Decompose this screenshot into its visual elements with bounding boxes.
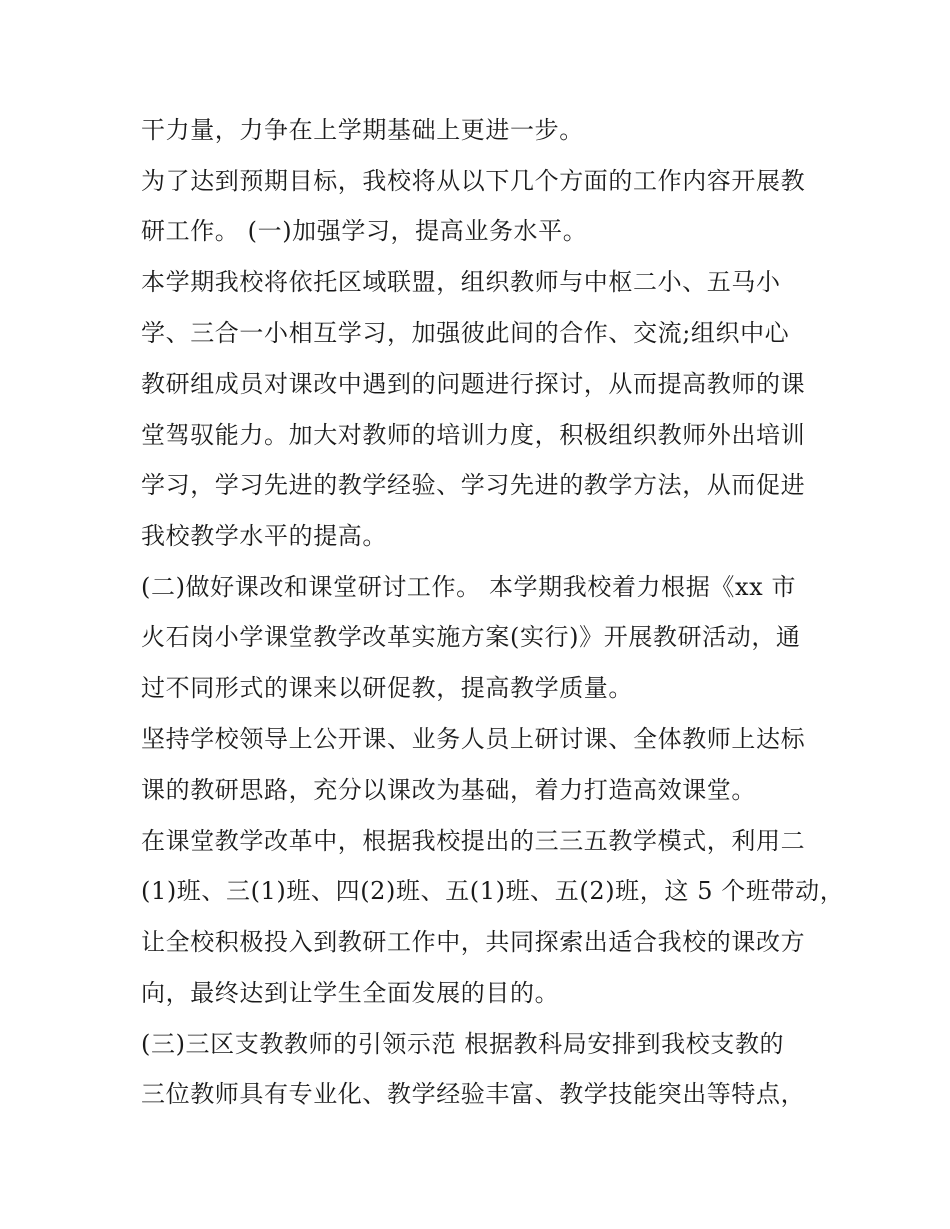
text-line: 我校教学水平的提高。 [141, 522, 387, 550]
text-line: 坚持学校领导上公开课、业务人员上研讨课、全体教师上达标 [141, 725, 806, 753]
text-line: (二)做好课改和课堂研讨工作。 本学期我校着力根据《xx 市 [141, 573, 797, 601]
text-line: 课的教研思路，充分以课改为基础，着力打造高效课堂。 [141, 776, 756, 804]
text-line: 学、三合一小相互学习，加强彼此间的合作、交流;组织中心 [141, 319, 790, 347]
text-line: 过不同形式的课来以研促教，提高教学质量。 [141, 674, 633, 702]
text-line: 研工作。 (一)加强学习，提高业务水平。 [141, 217, 588, 245]
text-line: (三)三区支教教师的引领示范 根据教科局安排到我校支教的 [141, 1030, 785, 1058]
text-line: 向，最终达到让学生全面发展的目的。 [141, 979, 560, 1007]
text-line: 本学期我校将依托区域联盟，组织教师与中枢二小、五马小 [141, 268, 781, 296]
text-line: 火石岗小学课堂教学改革实施方案(实行)》开展教研活动，通 [141, 623, 801, 651]
text-line: 为了达到预期目标，我校将从以下几个方面的工作内容开展教 [141, 167, 806, 195]
text-line: 三位教师具有专业化、教学经验丰富、教学技能突出等特点， [141, 1080, 806, 1108]
text-line: 让全校积极投入到教研工作中，共同探索出适合我校的课改方 [141, 928, 806, 956]
text-line: 学习，学习先进的教学经验、学习先进的教学方法，从而促进 [141, 471, 806, 499]
text-line: 干力量，力争在上学期基础上更进一步。 [141, 116, 584, 144]
text-line: 堂驾驭能力。加大对教师的培训力度，积极组织教师外出培训 [141, 421, 806, 449]
text-line: (1)班、三(1)班、四(2)班、五(1)班、五(2)班，这 5 个班带动， [141, 877, 845, 905]
text-line: 在课堂教学改革中，根据我校提出的三三五教学模式，利用二 [141, 827, 806, 855]
text-line: 教研组成员对课改中遇到的问题进行探讨，从而提高教师的课 [141, 370, 806, 398]
